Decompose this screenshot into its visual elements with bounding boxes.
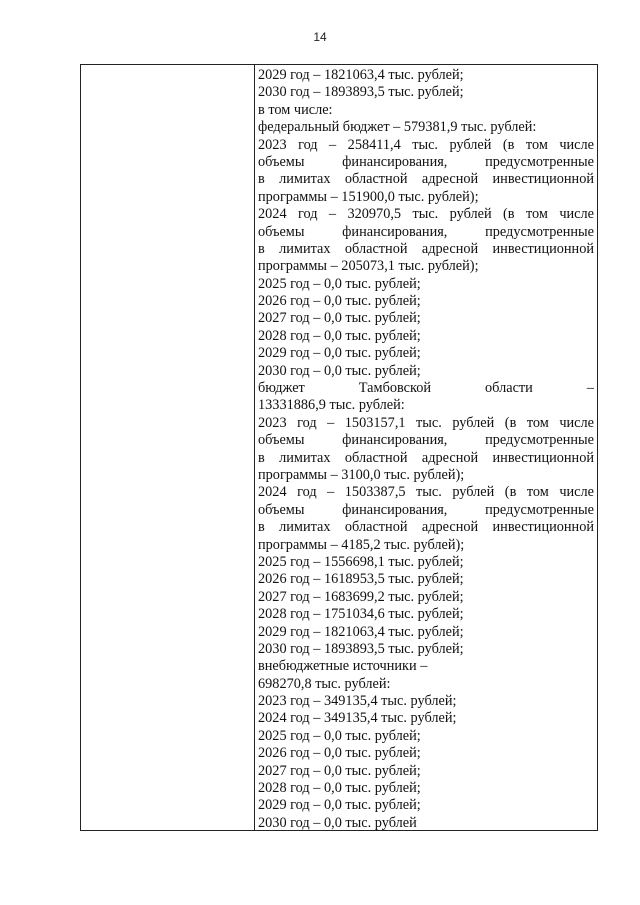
funding-line: 2029 год – 1821063,4 тыс. рублей; [258,67,464,83]
funding-line: 13331886,9 тыс. рублей: [258,397,405,414]
funding-line: в лимитах областной адресной инвестиционной [258,171,594,188]
funding-line: в лимитах областной адресной инвестиционной [258,449,594,466]
funding-line: в том числе: [258,101,333,118]
funding-line: 2026 год – 1618953,5 тыс. рублей; [258,571,464,588]
funding-line: 2024 год – 320970,5 тыс. рублей (в том числе [258,206,594,223]
funding-line: 698270,8 тыс. рублей: [258,675,391,692]
funding-line: 2023 год – 349135,4 тыс. рублей; [258,693,457,710]
funding-line: 2027 год – 1683699,2 тыс. рублей; [258,588,464,605]
funding-line: 2025 год – 0,0 тыс. рублей; [258,275,421,292]
funding-line: 2027 год – 0,0 тыс. рублей; [258,762,421,779]
funding-line: объемы финансирования, предусмотренные [258,432,594,449]
funding-line: программы – 151900,0 тыс. рублей); [258,188,479,205]
funding-line: 2023 год – 1503157,1 тыс. рублей (в том числе [258,414,594,431]
funding-line: бюджет Тамбовской области – [258,380,594,397]
funding-line: 2025 год – 0,0 тыс. рублей; [258,727,421,744]
funding-line: в лимитах областной адресной инвестиционной [258,240,594,257]
funding-line: 2023 год – 258411,4 тыс. рублей (в том числе [258,136,594,153]
funding-line: федеральный бюджет – 579381,9 тыс. рублей: [258,119,537,136]
funding-line: в лимитах областной адресной инвестиционной [258,519,594,536]
funding-line: 2028 год – 0,0 тыс. рублей; [258,327,421,344]
funding-line: программы – 3100,0 тыс. рублей); [258,466,465,483]
funding-line: 2029 год – 1821063,4 тыс. рублей; [258,623,464,640]
table-left-cell [81,65,255,830]
funding-line: объемы финансирования, предусмотренные [258,223,594,240]
funding-line: 2028 год – 1751034,6 тыс. рублей; [258,606,464,623]
funding-line: программы – 4185,2 тыс. рублей); [258,536,465,553]
funding-line: 2029 год – 0,0 тыс. рублей; [258,797,421,814]
funding-line: внебюджетные источники – [258,658,428,675]
funding-line: объемы финансирования, предусмотренные [258,501,594,518]
funding-line: 2030 год – 1893893,5 тыс. рублей; [258,640,464,657]
funding-line: 2024 год – 1503387,5 тыс. рублей (в том числе [258,484,594,501]
funding-line: объемы финансирования, предусмотренные [258,153,594,170]
funding-line: 2027 год – 0,0 тыс. рублей; [258,310,421,327]
funding-line: 2029 год – 0,0 тыс. рублей; [258,345,421,362]
funding-line: 2026 год – 0,0 тыс. рублей; [258,293,421,310]
funding-line: программы – 205073,1 тыс. рублей); [258,258,479,275]
page-number: 14 [313,30,327,44]
funding-line: 2030 год – 0,0 тыс. рублей [258,814,417,831]
funding-line: 2024 год – 349135,4 тыс. рублей; [258,710,457,727]
funding-line: 2025 год – 1556698,1 тыс. рублей; [258,553,464,570]
table-right-cell [255,67,597,832]
funding-table [80,64,598,831]
funding-line: 2030 год – 0,0 тыс. рублей; [258,362,421,379]
funding-line: 2028 год – 0,0 тыс. рублей; [258,780,421,797]
funding-line: 2030 год – 1893893,5 тыс. рублей; [258,84,464,101]
funding-line: 2026 год – 0,0 тыс. рублей; [258,745,421,762]
